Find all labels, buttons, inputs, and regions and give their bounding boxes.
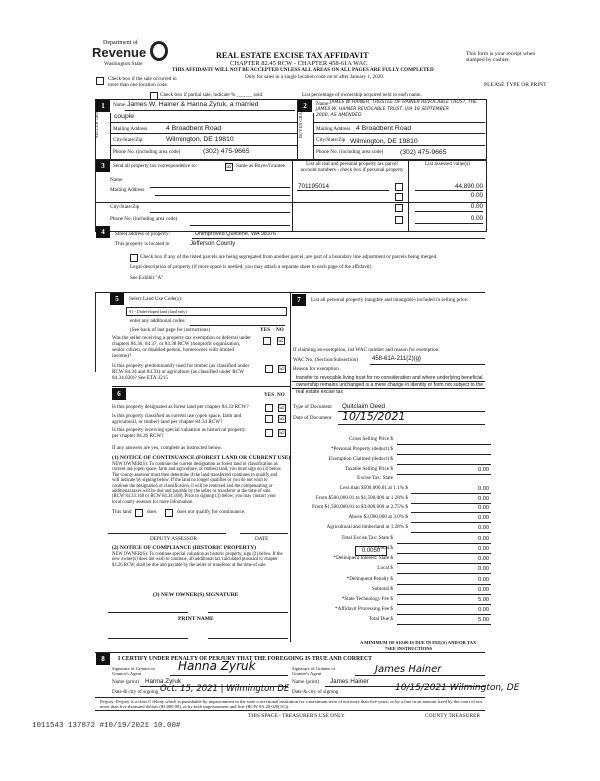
this-land-label: This land: [112, 509, 132, 515]
multi-location-checkbox[interactable]: [96, 77, 104, 85]
historic-question: Is this property receiving special valuation as historical property per chapter 84.26 RCW?: [112, 427, 246, 439]
fee-value[interactable]: 5.00: [478, 617, 489, 623]
q1-yes-checkbox[interactable]: [263, 337, 271, 345]
seller-name[interactable]: James W. Hainer & Hanna Zyruk, a married: [127, 101, 259, 108]
seller-phone[interactable]: (302) 475-9665: [203, 148, 250, 155]
buyer-city-label: City/State/Zip: [316, 137, 346, 143]
fee-label: From $1,500,000.01 to $3,000,000 at 2.75% $: [312, 504, 408, 510]
section-6-badge: 6: [112, 388, 126, 400]
fee-value[interactable]: 0.00: [478, 556, 489, 562]
fee-value[interactable]: 5.00: [478, 597, 489, 603]
fee-label: Local $: [377, 545, 393, 551]
fee-value[interactable]: 0.00: [478, 525, 489, 531]
assessed-value[interactable]: 0.00: [470, 215, 483, 222]
deputy-assessor-label: DEPUTY ASSESSOR: [150, 536, 197, 542]
tax-correspondence-label: Send all property tax correspondence to:: [113, 163, 197, 169]
grantee-signature[interactable]: James Hainer: [375, 664, 442, 675]
document-type-label: Type of Document: [293, 404, 332, 410]
treasurer-use-label: THIS SPACE - TREASURER'S USE ONLY: [248, 713, 345, 719]
legal-description-label: Legal description of property (if more space is needed, you may attach a separate sheet to each page of the affidavit): [130, 264, 372, 270]
fee-label: Agricultural and timberland at 1.28% $: [326, 524, 408, 530]
personal-property-title: List all personal property (tangible and intangible) included in selling price.: [311, 297, 469, 303]
fee-value[interactable]: 0.00: [478, 467, 489, 473]
fee-line: [397, 474, 491, 475]
fee-label: From $500,000.01 to $1,500,000 at 1.28% $: [315, 495, 408, 501]
exemption-claim-label: If claiming an exemption, list WAC number and reason for exemption:: [293, 347, 440, 353]
notice-compliance-title: (2) NOTICE OF COMPLIANCE (HISTORIC PROPERTY): [112, 545, 257, 551]
fee-value[interactable]: 0.00: [478, 546, 489, 552]
q1-no-checkbox[interactable]: ☑: [278, 338, 284, 344]
receipt-note: This form is your receipt when stamped by cashier.: [466, 51, 536, 64]
fee-label: *State Technology Fee $: [341, 596, 393, 602]
personal-property-checkbox[interactable]: [395, 204, 403, 212]
yes-header: YES: [260, 327, 271, 333]
revenue-logo-text: Revenue: [92, 45, 147, 60]
forest-no-checkbox[interactable]: ☑: [279, 405, 285, 411]
fee-label: *Delinquent Interest: State $: [333, 555, 393, 561]
current-use-no-checkbox[interactable]: ☑: [279, 416, 285, 422]
form-title: REAL ESTATE EXCISE TAX AFFIDAVIT: [216, 51, 369, 60]
additional-codes-label: enter any additional codes:: [130, 318, 186, 324]
single-location-note: Only for sales in a single location code on or after January 1, 2020.: [245, 74, 385, 80]
document-date-label: Date of Document: [293, 415, 332, 421]
sec3-mailing-label: Mailing Address: [110, 187, 145, 193]
fee-line: [411, 522, 491, 523]
grantee-name-label: Name (print): [292, 679, 319, 685]
grantor-name[interactable]: Hanna Zyruk: [145, 678, 182, 685]
type-or-print: PLEASE TYPE OR PRINT: [484, 82, 547, 88]
county-treasurer-label: COUNTY TREASURER: [425, 713, 480, 719]
historic-yes-checkbox[interactable]: [265, 429, 273, 437]
section-8-badge: 8: [96, 653, 110, 665]
q2-yes-checkbox[interactable]: [265, 365, 273, 373]
fee-label: Subtotal $: [371, 586, 393, 592]
section-2-badge: 2: [298, 100, 312, 112]
current-use-question: Is this property classified as current use (open space, farm and agricultural, or timber) land per chapter 84.34 RCW?: [112, 413, 242, 425]
land-use-title: Select Land Use Code(s):: [129, 296, 183, 302]
see-instructions: *SEE INSTRUCTIONS: [385, 646, 433, 651]
assessed-values-header: List assessed value(s): [425, 161, 470, 167]
buyer-side-label: BUYER GRANTEE: [298, 100, 303, 138]
document-date[interactable]: 10/15/2021: [342, 410, 406, 423]
local-rate-field[interactable]: 0.0050: [355, 546, 387, 556]
timber-question: Is this property predominantly used for timber (as classified under RCW 84.34 and 84.33) or agriculture (as classified under RCW 84.34.020)? See ETA 3215: [112, 363, 250, 381]
seller-mailing-address[interactable]: 4 Broadbent Road: [166, 125, 222, 132]
date-label: DATE: [255, 536, 269, 542]
no-header-6: NO: [277, 392, 285, 398]
personal-property-checkbox[interactable]: [395, 183, 403, 191]
personal-property-checkbox[interactable]: [395, 216, 403, 224]
parcel-numbers-header: List all real and personal property tax parcel account numbers - check box if personal property: [300, 161, 404, 173]
buyer-name-label: Name: [316, 101, 329, 107]
fee-line: [397, 614, 491, 615]
fee-line: [397, 573, 491, 574]
fee-label: *Personal Property (deduct) $: [330, 446, 393, 452]
sec3-phone-label: Phone No. (including area code): [110, 216, 178, 222]
county[interactable]: Jefferson County: [190, 241, 236, 247]
seller-side-label: SELLER GRANTOR: [94, 98, 99, 138]
does-checkbox[interactable]: [135, 509, 143, 517]
fee-line: [411, 512, 491, 513]
seller-name-continued[interactable]: couple: [114, 113, 135, 120]
buyer-phone[interactable]: (302) 475-9665: [400, 149, 447, 156]
buyer-mailing-label: Mailing Address: [316, 126, 351, 132]
seller-city[interactable]: Wilmington, DE 19810: [166, 136, 234, 143]
perjury-notice: Perjury: Perjury is a class C felony which is punishable by imprisonment in the state correctional institution for a maximum term of not more than five years, or by a fine in an amount fixed by the court of not more than five thousand dollars ($5,000.00), or by both imprisonment and fine (RCW 9A.20.020(1C)).: [100, 699, 482, 710]
forest-yes-checkbox[interactable]: [265, 404, 273, 412]
fee-label: Less than $500,000.01 at 1.1% $: [339, 485, 408, 491]
new-owner-signature-label: (3) NEW OWNER(S) SIGNATURE: [153, 592, 239, 598]
current-use-yes-checkbox[interactable]: [265, 415, 273, 423]
fee-value[interactable]: 0.00: [478, 505, 489, 511]
grantor-name-label: Name (print): [112, 679, 139, 685]
seller-phone-label: Phone No. (including area code): [113, 149, 181, 155]
document-type[interactable]: Quitclaim Deed: [342, 403, 386, 410]
fee-value[interactable]: 0.00: [478, 607, 489, 613]
grantee-date-label: Date & city of signing: [292, 689, 339, 695]
section-4-badge: 4: [96, 226, 110, 238]
partial-sale-label: Check box if partial sale, indicate % ______ sold.: [160, 92, 264, 98]
notice-continuance-title: (1) NOTICE OF CONTINUANCE (FOREST LAND OR CURRENT USE): [112, 455, 291, 461]
seller-mailing-label: Mailing Address: [113, 126, 148, 132]
multi-location-label: Check box if the sale occurred in more than one location code.: [108, 76, 177, 88]
buyer-phone-label: Phone No. (including area code): [316, 149, 384, 155]
fee-line: [411, 503, 491, 504]
assessed-value[interactable]: 0.00: [470, 203, 483, 210]
does-not-label: does not qualify for continuance.: [177, 509, 246, 515]
wac-number[interactable]: 458-61A-211(2)(g): [372, 356, 421, 362]
fee-label: Gross Selling Price $: [349, 436, 393, 442]
fee-label: Total Due $: [368, 616, 393, 622]
grantor-date-city[interactable]: Oct. 15, 2021 | Wilmington DE: [160, 684, 290, 694]
legal-description[interactable]: See Exhibit "A": [130, 275, 164, 281]
fee-label: Exemption Claimed (deduct) $: [328, 456, 393, 462]
no-header: NO: [276, 327, 284, 333]
fee-value[interactable]: 0.00: [478, 496, 489, 502]
q2-no-checkbox[interactable]: ☑: [279, 366, 285, 372]
ownership-percentage-note: List percentage of ownership acquired next to each name.: [302, 92, 422, 98]
fee-line: [397, 624, 491, 625]
see-back-note: (See back of last page for instructions): [130, 327, 211, 333]
grantee-date-city[interactable]: 10/15/2021 Wilmington, DE: [395, 683, 520, 693]
fee-label: *Affidavit Processing Fee $: [335, 606, 393, 612]
fee-label: Total Excise Tax: State $: [341, 535, 393, 541]
section-5-badge: 5: [110, 293, 124, 305]
assessed-value[interactable]: 44,890.00: [454, 183, 483, 190]
notice-continuance-text: NEW OWNER(S): To continue the current designation as forest land or classification as current use (open space, farm and agriculture, or timber) land, you must sign on (3) below. The county assessor must then determine if the land transferred continues to qualify and will indicate by signing below. If the land no longer qualifies or you do not wish to continue the designation or classification, it will be removed and the compensating or additional taxes will be due and payable by the seller or transferor at the time of sale. (RCW 84.33.140 or RCW 84.34.108). Prior to signing (3) below, you may contact your local county assessor for more information.: [112, 462, 282, 505]
segregation-label: Check box if any of the listed parcels are being segregated from another parcel, are part of a boundary line adjustment or parcels being merged.: [140, 254, 438, 260]
grantor-date-label: Date & city of signing: [112, 689, 159, 695]
fee-line: [411, 532, 491, 533]
fee-value[interactable]: 0.00: [478, 486, 489, 492]
land-use-code-select[interactable]: 91 - Undeveloped land (land only): [126, 307, 287, 316]
dept-label: Department of: [103, 40, 138, 46]
fee-line: [397, 444, 491, 445]
exemption-question: Was the seller receiving a property tax exemption or deferral under chapters 84.36, 84.37, or 84.38 RCW (nonprofit organization, senior citizen, or disabled person, homeowner with limited income)?: [112, 335, 252, 359]
buyer-name-continued[interactable]: JAMES W. HAINER REVOCABLE TRUST, U/A 18 SEPTEMBER: [316, 107, 449, 112]
fee-label: Above $3,000,000 at 3.0% $: [348, 514, 408, 520]
sec3-city-label: City/State/Zip: [110, 204, 140, 210]
print-name-label: PRINT NAME: [178, 616, 214, 622]
fee-label: Local $: [377, 565, 393, 571]
fee-value[interactable]: 0.00: [478, 515, 489, 521]
same-as-buyer-checkbox[interactable]: ☑: [226, 164, 232, 170]
fee-line: [397, 543, 491, 544]
fee-value[interactable]: 0.00: [478, 536, 489, 542]
grantee-signature-label: Signature of Grantee or Grantee's Agent: [292, 666, 336, 677]
buyer-city[interactable]: Wilmington, DE 19810: [350, 138, 418, 145]
fee-line: [397, 604, 491, 605]
form-chapter: CHAPTER 82.45 RCW - CHAPTER 458-61A WAC: [230, 60, 368, 67]
parcel-number[interactable]: 701195014: [298, 183, 330, 190]
reason-label: Reason for exemption: [293, 366, 339, 372]
segregation-checkbox[interactable]: [130, 254, 138, 262]
forest-land-question: Is this property designated as forest land per chapter 84.33 RCW?: [112, 404, 249, 410]
fee-label: Taxable Selling Price $: [344, 466, 393, 472]
buyer-name[interactable]: JAMES W HAINER, TRUSTEE OF HAINER REVOCABLE TRUST, THE: [330, 100, 478, 105]
fee-line: [397, 454, 491, 455]
fee-line: [397, 553, 491, 554]
completion-warning: THIS AFFIDAVIT WILL NOT BE ACCEPTED UNLESS ALL AREAS ON ALL PAGES ARE FULLY COMPLETED: [172, 67, 434, 73]
if-any-yes: If any answers are yes, complete as instructed below.: [112, 445, 223, 451]
grantee-name[interactable]: James Hainer: [330, 678, 369, 685]
does-label: does: [147, 509, 157, 515]
fee-line: [411, 493, 491, 494]
assessed-value[interactable]: 0.00: [470, 192, 483, 199]
historic-no-checkbox[interactable]: ☑: [279, 430, 285, 436]
seller-city-label: City/State/Zip: [113, 137, 143, 143]
notice-compliance-text: NEW OWNER(S): To continue special valuation as historic property, sign (3) below. If the new owner(s) does not wish to continue, all additional tax calculated pursuant to chapter 84.26 RCW, shall be due and payable by the seller or transferor at the time of sale.: [112, 552, 283, 568]
fee-line: [397, 563, 491, 564]
section-3-badge: 3: [96, 160, 110, 172]
fee-line: [397, 464, 491, 465]
personal-property-checkbox[interactable]: [395, 193, 403, 201]
grantor-signature-label: Signature of Grantor or Grantor's Agent: [112, 666, 155, 677]
fee-label: Excise Tax: State: [357, 475, 393, 481]
cashier-stamp: 1011543 137872 #10/19/2021 10.00#: [32, 722, 181, 730]
street-address-label: Street address of property:: [115, 231, 170, 237]
fee-label: *Delinquent Penalty $: [346, 576, 393, 582]
fee-line: [397, 594, 491, 595]
sec3-name-label: Name: [110, 177, 123, 183]
same-as-buyer-label: Same as Buyer/Grantee: [236, 163, 285, 169]
located-in-label: This property is located in: [115, 241, 170, 247]
buyer-mailing-address[interactable]: 4 Broadbent Road: [356, 125, 412, 132]
exemption-reason[interactable]: transfer to revocable living trust for no consideration and where underlying beneficial ownership remains unchanged is a mere change in identity or form not subject to the real estate excise tax: [296, 375, 484, 395]
dor-logo-icon: [150, 41, 168, 61]
fee-line: [397, 584, 491, 585]
fee-value[interactable]: 0.00: [478, 577, 489, 583]
state-label: Washington State: [104, 61, 143, 67]
seller-name-label: Name: [113, 102, 126, 108]
wac-label: WAC No. (Section/Subsection): [293, 357, 358, 363]
street-address[interactable]: Unimproved Quilcene, WA 98376: [195, 231, 277, 237]
minimum-due-note: A MINIMUM OF $10.00 IS DUE IN FEE(S) AND/OR TAX: [360, 640, 477, 645]
grantor-signature[interactable]: Hanna Zyruk: [178, 659, 256, 673]
fee-value[interactable]: 0.00: [478, 566, 489, 572]
section-1-badge: 1: [96, 100, 110, 112]
buyer-name-continued-2[interactable]: 2000, AS AMENDED: [316, 113, 362, 118]
certification-statement: I CERTIFY UNDER PENALTY OF PERJURY THAT THE FOREGOING IS TRUE AND CORRECT: [118, 656, 373, 662]
section-7-badge: 7: [292, 294, 306, 306]
does-not-checkbox[interactable]: [165, 509, 173, 517]
fee-value[interactable]: 0.00: [478, 587, 489, 593]
yes-header-6: YES: [264, 392, 275, 398]
